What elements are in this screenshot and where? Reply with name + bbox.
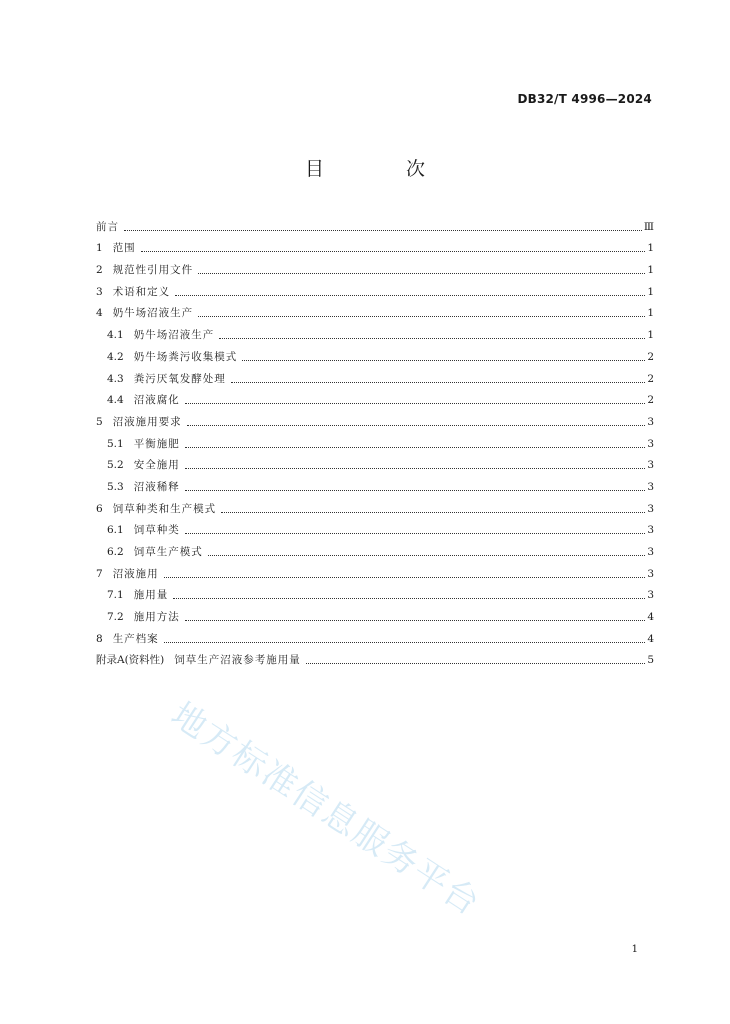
toc-entry-page: 2 bbox=[647, 372, 654, 385]
toc-entry[interactable] bbox=[96, 624, 654, 646]
toc-leader-dots bbox=[219, 338, 645, 339]
toc-entry-number: 4.1 bbox=[107, 329, 124, 342]
toc-entry[interactable] bbox=[96, 494, 654, 516]
toc-entry-number: 8 bbox=[96, 632, 103, 645]
toc-leader-dots bbox=[198, 316, 645, 317]
toc-leader-dots bbox=[124, 230, 642, 231]
toc-entry-page: 1 bbox=[647, 307, 654, 320]
toc-entry-page: 1 bbox=[647, 285, 654, 298]
toc-entry-label: 沼液稀释 bbox=[133, 480, 180, 493]
toc-entry-label: 安全施用 bbox=[133, 459, 180, 472]
toc-entry-page: 2 bbox=[647, 394, 654, 407]
toc-entry[interactable] bbox=[96, 537, 654, 559]
toc-leader-dots bbox=[175, 295, 645, 296]
toc-entry-number: 4 bbox=[96, 307, 103, 320]
toc-entry[interactable] bbox=[96, 559, 654, 581]
toc-entry-page: 4 bbox=[647, 611, 654, 624]
toc-leader-dots bbox=[185, 490, 646, 491]
toc-entry-page: 3 bbox=[647, 502, 654, 515]
toc-entry[interactable] bbox=[96, 212, 654, 234]
document-code: DB32/T 4996—2024 bbox=[517, 92, 652, 106]
toc-entry-label: 奶牛场粪污收集模式 bbox=[133, 350, 238, 363]
toc-entry-label: 平衡施肥 bbox=[133, 437, 180, 450]
toc-entry[interactable] bbox=[96, 234, 654, 256]
toc-entry-label: 饲草生产模式 bbox=[133, 546, 203, 558]
toc-entry-number: 1 bbox=[96, 242, 103, 255]
toc-entry[interactable] bbox=[96, 602, 654, 624]
toc-entry-label: 粪污厌氧发酵处理 bbox=[133, 372, 226, 385]
toc-entry-label: 奶牛场沼液生产 bbox=[112, 307, 194, 320]
toc-entry-label: 饲草种类和生产模式 bbox=[112, 502, 217, 515]
toc-entry-number: 4.4 bbox=[107, 394, 124, 407]
toc-entry[interactable] bbox=[96, 320, 654, 342]
toc-entry-label: 规范性引用文件 bbox=[112, 264, 194, 277]
toc-leader-dots bbox=[242, 360, 645, 361]
toc-entry-number: 4.3 bbox=[107, 372, 124, 385]
toc-entry[interactable] bbox=[96, 255, 654, 277]
toc-entry-label: 奶牛场沼液生产 bbox=[133, 329, 215, 342]
toc-entry-page: 4 bbox=[647, 632, 654, 645]
toc-entry-page: 3 bbox=[647, 480, 654, 493]
toc-entry-page: 1 bbox=[647, 264, 654, 277]
toc-leader-dots bbox=[185, 403, 646, 404]
toc-leader-dots bbox=[141, 251, 646, 252]
toc-leader-dots bbox=[231, 382, 646, 383]
toc-entry[interactable] bbox=[96, 472, 654, 494]
toc-entry-label: 施用方法 bbox=[133, 611, 180, 624]
toc-leader-dots bbox=[173, 598, 645, 599]
toc-entry[interactable] bbox=[96, 451, 654, 473]
toc-leader-dots bbox=[164, 577, 646, 578]
page-number: 1 bbox=[631, 944, 638, 955]
toc-entry[interactable] bbox=[96, 581, 654, 603]
toc-entry-number: 5 bbox=[96, 415, 103, 428]
toc-entry-page: 3 bbox=[647, 437, 654, 450]
toc-entry-label: 生产档案 bbox=[112, 632, 159, 645]
toc-entry-number: 3 bbox=[96, 285, 103, 298]
toc-entry[interactable] bbox=[96, 646, 654, 668]
toc-entry-page: 2 bbox=[647, 350, 654, 363]
toc-entry-page: 3 bbox=[647, 589, 654, 602]
toc-entry[interactable] bbox=[96, 277, 654, 299]
toc-entry-number: 7.2 bbox=[107, 611, 124, 624]
toc-entry-number: 5.2 bbox=[107, 459, 124, 472]
toc-entry[interactable] bbox=[96, 386, 654, 408]
toc-entry-label: 范围 bbox=[112, 242, 136, 255]
toc-entry-label: 沼液腐化 bbox=[133, 394, 180, 407]
toc-entry-page: 1 bbox=[647, 329, 654, 342]
toc-entry[interactable] bbox=[96, 342, 654, 364]
toc-entry-label: 前言 bbox=[96, 220, 119, 233]
toc-entry-number: 6.1 bbox=[107, 524, 124, 537]
toc-entry-page: Ⅲ bbox=[643, 220, 654, 233]
toc-entry-page: 3 bbox=[647, 567, 654, 580]
toc-leader-dots bbox=[198, 273, 645, 274]
toc-entry-page: 1 bbox=[647, 242, 654, 255]
toc-entry[interactable] bbox=[96, 429, 654, 451]
toc-entry-number: 2 bbox=[96, 264, 103, 277]
toc-leader-dots bbox=[164, 642, 646, 643]
toc-entry-number: 附录A(资料性) bbox=[96, 654, 165, 667]
toc-leader-dots bbox=[185, 468, 646, 469]
toc-entry-number: 7 bbox=[96, 567, 103, 580]
table-of-contents bbox=[96, 212, 654, 667]
toc-entry-label: 施用量 bbox=[133, 589, 169, 602]
toc-entry[interactable] bbox=[96, 407, 654, 429]
toc-leader-dots bbox=[187, 425, 646, 426]
toc-entry-page: 3 bbox=[647, 415, 654, 428]
toc-entry-label: 术语和定义 bbox=[112, 285, 171, 298]
toc-leader-dots bbox=[185, 533, 646, 534]
toc-title: 目 次 bbox=[304, 158, 464, 180]
toc-entry-number: 4.2 bbox=[107, 350, 124, 363]
toc-leader-dots bbox=[208, 555, 646, 556]
toc-entry-number: 7.1 bbox=[107, 589, 124, 602]
toc-entry-page: 3 bbox=[647, 546, 654, 558]
toc-entry-number: 6.2 bbox=[107, 546, 124, 558]
toc-entry[interactable] bbox=[96, 516, 654, 538]
toc-entry[interactable] bbox=[96, 299, 654, 321]
toc-leader-dots bbox=[306, 663, 646, 664]
toc-entry-page: 3 bbox=[647, 459, 654, 472]
toc-entry[interactable] bbox=[96, 364, 654, 386]
toc-entry-number: 5.1 bbox=[107, 437, 124, 450]
toc-entry-label: 沼液施用 bbox=[112, 567, 159, 580]
toc-entry-label: 饲草生产沼液参考施用量 bbox=[174, 654, 301, 667]
toc-entry-label: 饲草种类 bbox=[133, 524, 180, 537]
toc-entry-page: 3 bbox=[647, 524, 654, 537]
toc-leader-dots bbox=[185, 620, 646, 621]
toc-entry-number: 6 bbox=[96, 502, 103, 515]
watermark: 地方标准信息服务平台 bbox=[163, 694, 488, 925]
toc-leader-dots bbox=[185, 447, 646, 448]
toc-entry-page: 5 bbox=[647, 654, 654, 667]
toc-entry-label: 沼液施用要求 bbox=[112, 415, 182, 428]
toc-leader-dots bbox=[221, 512, 645, 513]
toc-entry-number: 5.3 bbox=[107, 480, 124, 493]
